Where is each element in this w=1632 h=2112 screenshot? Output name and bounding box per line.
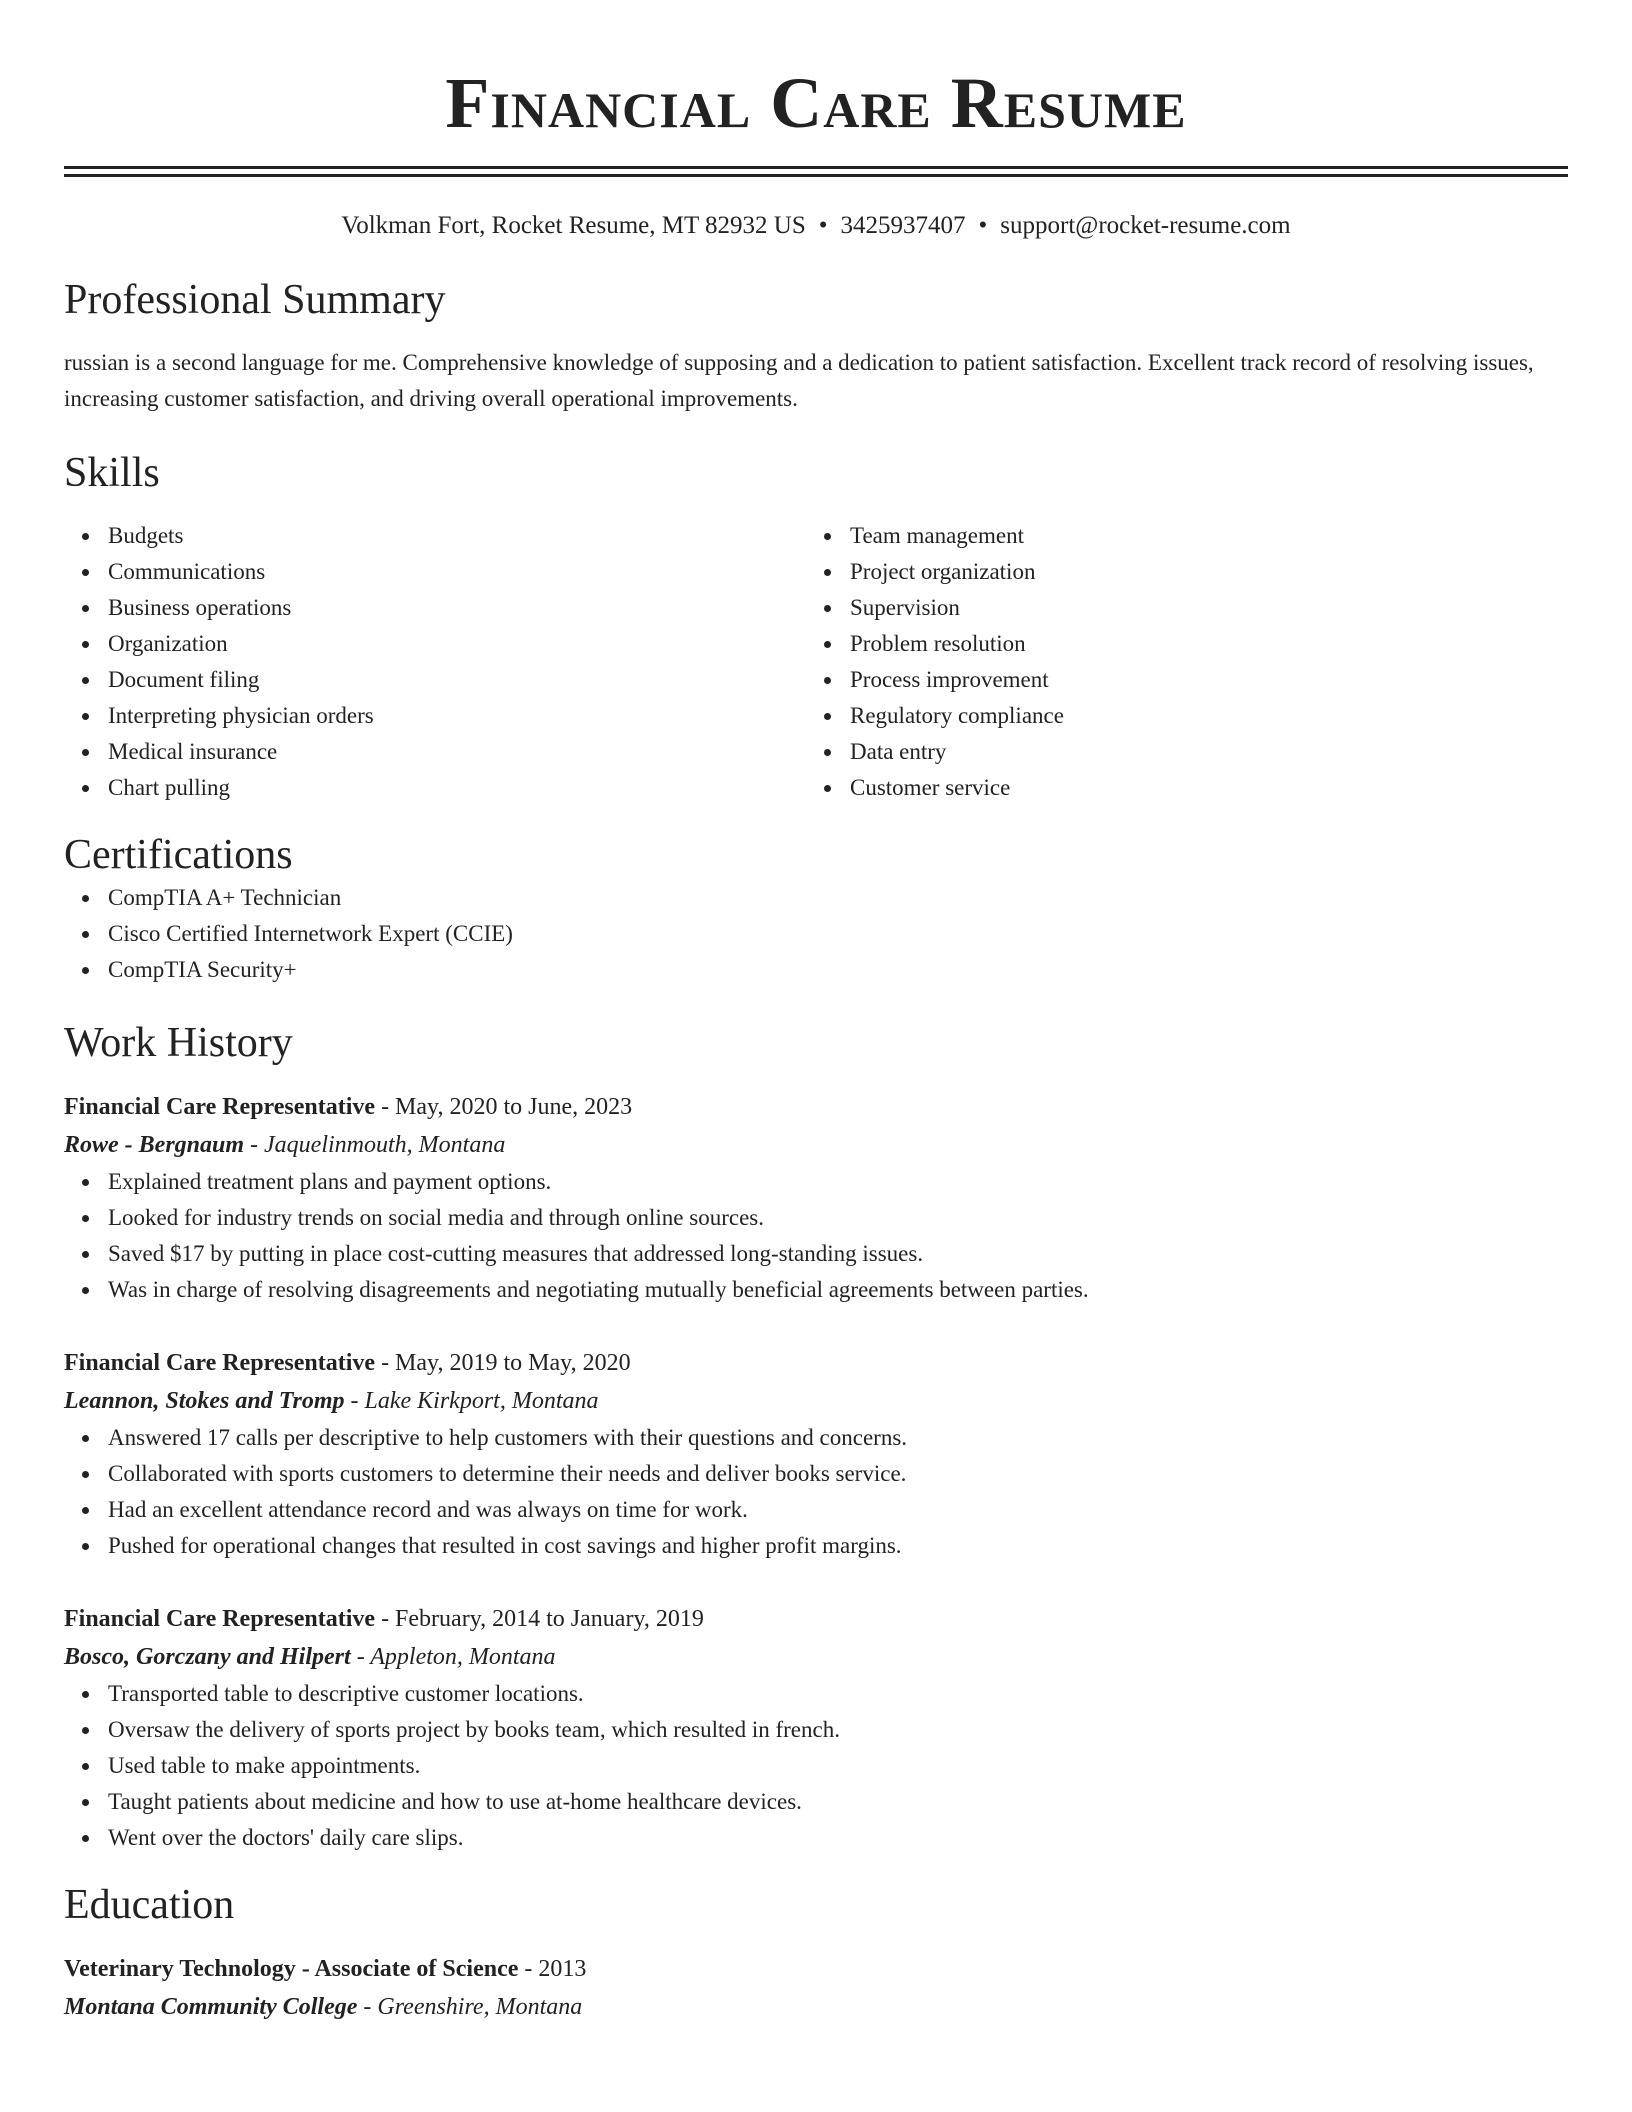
job-dates: - May, 2020 to June, 2023 <box>375 1094 633 1120</box>
contact-email: support@rocket-resume.com <box>1000 212 1291 239</box>
skills-list-right <box>806 518 1548 806</box>
skill-item <box>806 662 1548 698</box>
skill-item <box>806 626 1548 662</box>
bullet-icon <box>82 1471 89 1478</box>
bullet-icon <box>82 533 89 540</box>
job-duty <box>64 1528 1568 1564</box>
job-duty-text: Taught patients about medicine and how to use at-home healthcare devices. <box>108 1789 802 1814</box>
job-duty <box>64 1712 1568 1748</box>
skill-item <box>64 770 806 806</box>
job-location: - Appleton, Montana <box>350 1644 556 1670</box>
certifications-list <box>64 880 1568 988</box>
school-name: Montana Community College <box>64 1994 358 2020</box>
skill-item <box>806 518 1548 554</box>
skills-columns <box>64 518 1568 806</box>
job-duty-text: Used table to make appointments. <box>108 1753 421 1778</box>
job-duty-text: Pushed for operational changes that resulted in cost savings and higher profit margins. <box>108 1533 902 1558</box>
skill-item <box>806 698 1548 734</box>
job-duty <box>64 1676 1568 1712</box>
skill-item <box>64 734 806 770</box>
bullet-icon <box>82 749 89 756</box>
job-duty-text: Collaborated with sports customers to determine their needs and deliver books service. <box>108 1461 907 1486</box>
skill-label: Medical insurance <box>108 739 278 764</box>
summary-text: russian is a second language for me. Comprehensive knowledge of supposing and a dedication to patient satisfaction. Excellent track record of resolving issues, increasing customer satisfaction, and driving overall operational improvements. <box>64 350 1534 411</box>
skill-label: Organization <box>108 631 228 656</box>
skill-item <box>64 626 806 662</box>
job-duty <box>64 1456 1568 1492</box>
job-company: Bosco, Gorczany and Hilpert <box>64 1644 351 1670</box>
skill-item <box>806 554 1548 590</box>
skill-item <box>64 554 806 590</box>
job-dates: - May, 2019 to May, 2020 <box>375 1350 631 1376</box>
job-duty <box>64 1748 1568 1784</box>
certification-item <box>64 916 1568 952</box>
skill-label: Supervision <box>850 595 960 620</box>
job-duty-text: Explained treatment plans and payment options. <box>108 1169 552 1194</box>
bullet-icon <box>82 1507 89 1514</box>
contact-separator: • <box>978 212 988 239</box>
bullet-icon <box>82 1179 89 1186</box>
job-title: Financial Care Representative <box>64 1094 376 1120</box>
bullet-icon <box>82 1215 89 1222</box>
certification-label: Cisco Certified Internetwork Expert (CCIE) <box>108 921 513 946</box>
work-history-heading: Work History <box>64 1020 293 1066</box>
job-duty-text: Looked for industry trends on social media and through online sources. <box>108 1205 764 1230</box>
skill-item <box>806 734 1548 770</box>
skill-label: Budgets <box>108 523 184 548</box>
job-duties-list <box>64 1420 1568 1564</box>
job-company: Leannon, Stokes and Tromp <box>64 1388 345 1414</box>
job-duty <box>64 1820 1568 1856</box>
job-duty <box>64 1420 1568 1456</box>
summary-heading: Professional Summary <box>64 277 446 323</box>
certification-label: CompTIA Security+ <box>108 957 297 982</box>
bullet-icon <box>82 1727 89 1734</box>
job-duty-text: Answered 17 calls per descriptive to help customers with their questions and concerns. <box>108 1425 908 1450</box>
contact-phone: 3425937407 <box>840 212 966 239</box>
job-title-line <box>64 1600 1568 1638</box>
bullet-icon <box>824 713 831 720</box>
job-title: Financial Care Representative <box>64 1606 376 1632</box>
bullet-icon <box>82 1835 89 1842</box>
school-line <box>64 1988 1568 2026</box>
skill-label: Regulatory compliance <box>850 703 1064 728</box>
bullet-icon <box>82 1287 89 1294</box>
bullet-icon <box>82 1799 89 1806</box>
degree-line <box>64 1950 1568 1988</box>
job-entry <box>64 1344 1568 1564</box>
contact-address: Volkman Fort, Rocket Resume, MT 82932 US <box>341 212 806 239</box>
bullet-icon <box>82 677 89 684</box>
bullet-icon <box>82 569 89 576</box>
graduation-year: - 2013 <box>518 1956 587 1982</box>
job-company-line <box>64 1126 1568 1164</box>
certification-label: CompTIA A+ Technician <box>108 885 342 910</box>
skill-label: Team management <box>850 523 1025 548</box>
job-duties-list <box>64 1676 1568 1856</box>
certification-item <box>64 952 1568 988</box>
skill-label: Document filing <box>108 667 260 692</box>
resume-title: Financial Care Resume <box>445 63 1187 143</box>
skill-label: Interpreting physician orders <box>108 703 374 728</box>
job-company: Rowe - Bergnaum <box>64 1132 245 1158</box>
education-entry <box>64 1950 1568 2026</box>
job-duty-text: Went over the doctors' daily care slips. <box>108 1825 464 1850</box>
job-entry <box>64 1600 1568 1856</box>
bullet-icon <box>82 1435 89 1442</box>
skills-heading: Skills <box>64 450 160 496</box>
skill-label: Customer service <box>850 775 1011 800</box>
skill-label: Problem resolution <box>850 631 1026 656</box>
job-company-line <box>64 1638 1568 1676</box>
job-duty <box>64 1200 1568 1236</box>
job-location: - Lake Kirkport, Montana <box>344 1388 599 1414</box>
skill-label: Process improvement <box>850 667 1049 692</box>
skill-label: Communications <box>108 559 266 584</box>
job-location: - Jaquelinmouth, Montana <box>244 1132 506 1158</box>
skill-label: Chart pulling <box>108 775 231 800</box>
job-duty <box>64 1784 1568 1820</box>
bullet-icon <box>824 641 831 648</box>
bullet-icon <box>824 569 831 576</box>
bullet-icon <box>82 1543 89 1550</box>
bullet-icon <box>82 605 89 612</box>
skills-list-left <box>64 518 806 806</box>
skill-label: Data entry <box>850 739 947 764</box>
bullet-icon <box>82 931 89 938</box>
job-duties-list <box>64 1164 1568 1308</box>
resume-page <box>64 0 1568 2026</box>
skill-item <box>64 518 806 554</box>
job-title: Financial Care Representative <box>64 1350 376 1376</box>
bullet-icon <box>824 785 831 792</box>
job-entry <box>64 1088 1568 1308</box>
job-duty-text: Transported table to descriptive customer locations. <box>108 1681 584 1706</box>
skill-item <box>64 698 806 734</box>
school-location: - Greenshire, Montana <box>357 1994 583 2020</box>
bullet-icon <box>82 785 89 792</box>
bullet-icon <box>824 677 831 684</box>
contact-separator: • <box>818 212 828 239</box>
degree: Veterinary Technology - Associate of Science <box>64 1956 519 1982</box>
job-duty <box>64 1164 1568 1200</box>
bullet-icon <box>824 533 831 540</box>
job-dates: - February, 2014 to January, 2019 <box>375 1606 704 1632</box>
skill-item <box>806 590 1548 626</box>
title-divider <box>64 166 1568 177</box>
skill-item <box>806 770 1548 806</box>
job-company-line <box>64 1382 1568 1420</box>
skill-item <box>64 590 806 626</box>
bullet-icon <box>82 967 89 974</box>
bullet-icon <box>824 605 831 612</box>
job-title-line <box>64 1344 1568 1382</box>
bullet-icon <box>82 1763 89 1770</box>
certification-item <box>64 880 1568 916</box>
bullet-icon <box>82 895 89 902</box>
bullet-icon <box>82 1251 89 1258</box>
bullet-icon <box>82 1691 89 1698</box>
contact-line <box>64 210 1568 242</box>
job-duty <box>64 1272 1568 1308</box>
job-duty-text: Saved $17 by putting in place cost-cutting measures that addressed long-standing issues. <box>108 1241 924 1266</box>
skill-label: Project organization <box>850 559 1036 584</box>
job-duty-text: Was in charge of resolving disagreements and negotiating mutually beneficial agreements between parties. <box>108 1277 1089 1302</box>
job-duty-text: Oversaw the delivery of sports project by books team, which resulted in french. <box>108 1717 840 1742</box>
job-title-line <box>64 1088 1568 1126</box>
job-duty <box>64 1236 1568 1272</box>
certifications-heading: Certifications <box>64 832 293 878</box>
job-duty <box>64 1492 1568 1528</box>
education-heading: Education <box>64 1882 235 1928</box>
bullet-icon <box>824 749 831 756</box>
bullet-icon <box>82 641 89 648</box>
job-duty-text: Had an excellent attendance record and was always on time for work. <box>108 1497 748 1522</box>
skill-label: Business operations <box>108 595 292 620</box>
bullet-icon <box>82 713 89 720</box>
skill-item <box>64 662 806 698</box>
